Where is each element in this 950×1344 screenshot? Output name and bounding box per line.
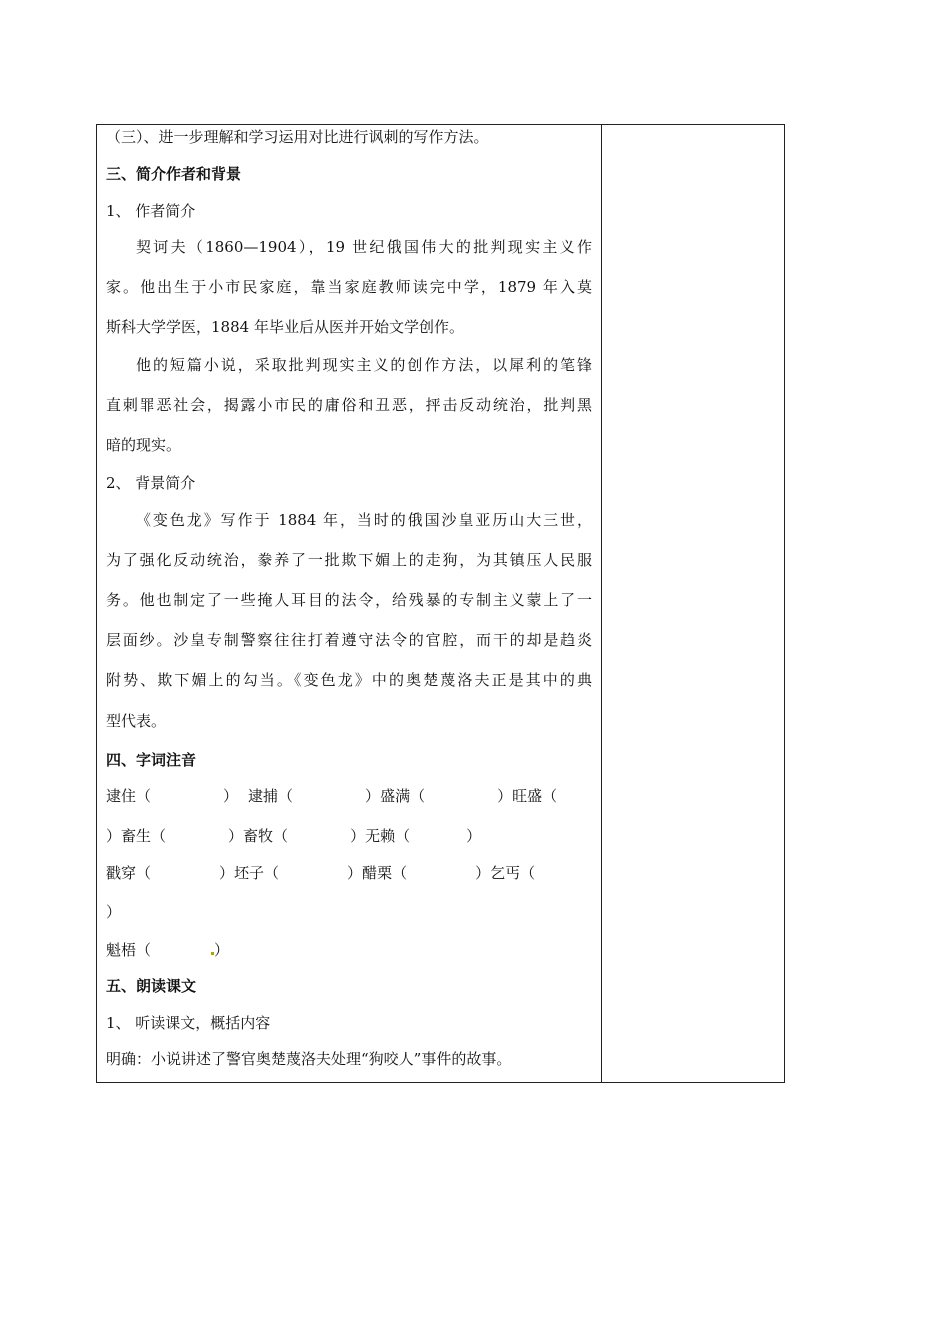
background-para-line: 务。他也制定了一些掩人耳目的法令，给残暴的专制主义蒙上了一	[106, 591, 592, 609]
section-3-title: 三、简介作者和背景	[106, 165, 242, 183]
section-5-title: 五、朗读课文	[106, 977, 197, 995]
word-item: 戳穿（	[106, 864, 152, 882]
background-para-line: 《变色龙》写作于 1884 年，当时的俄国沙皇亚历山大三世，	[136, 511, 592, 529]
word-item: 逮捕（	[248, 787, 294, 805]
background-para-line: 附势、欺下媚上的勾当。《变色龙》中的奥楚蔑洛夫正是其中的典	[106, 671, 592, 689]
author-para2-line: 暗的现实。	[106, 436, 182, 454]
word-item: 畜牧（	[243, 827, 289, 845]
column-divider	[601, 124, 602, 1083]
word-item: 坯子（	[234, 864, 280, 882]
content-cell	[96, 124, 601, 1083]
answer-line: 明确：小说讲述了警官奥楚蔑洛夫处理“狗咬人”事件的故事。	[106, 1050, 512, 1068]
pinyin-row: 戳穿（ ）坯子（ ）醋栗（ ）乞丐（	[106, 864, 536, 882]
pinyin-row: 魁梧（ ）	[106, 941, 230, 959]
word-item: 逮住（	[106, 787, 152, 805]
background-heading: 2、 背景简介	[106, 474, 196, 492]
word-item: 旺盛（	[512, 787, 558, 805]
word-item: 畜生（	[121, 827, 167, 845]
word-item: 无赖（	[365, 827, 411, 845]
author-para2-line: 直刺罪恶社会，揭露小市民的庸俗和丑恶，抨击反动统治，批判黑	[106, 396, 592, 414]
author-para-line: 家。他出生于小市民家庭，靠当家庭教师读完中学，1879 年入莫	[106, 278, 592, 296]
pinyin-row: 逮住（ ） 逮捕（ ）盛满（ ）旺盛（	[106, 787, 558, 805]
reading-item-1: 1、 听读课文，概括内容	[106, 1014, 271, 1032]
word-item: 乞丐（	[490, 864, 536, 882]
author-para-line: 斯科大学学医，1884 年毕业后从医并开始文学创作。	[106, 318, 464, 336]
word-item: 盛满（	[380, 787, 426, 805]
section-4-title: 四、字词注音	[106, 751, 197, 769]
pinyin-row: ）畜生（ ）畜牧（ ）无赖（ ）	[106, 827, 482, 845]
background-para-line: 层面纱。沙皇专制警察往往打着遵守法令的官腔，而干的却是趋炎	[106, 631, 592, 649]
author-heading: 1、 作者简介	[106, 202, 196, 220]
objective-3: （三）、进一步理解和学习运用对比进行讽刺的写作方法。	[106, 128, 489, 146]
pinyin-row: ）	[106, 903, 122, 921]
background-para-line: 型代表。	[106, 712, 167, 730]
word-item: 醋栗（	[362, 864, 408, 882]
word-item: 魁梧（	[106, 941, 152, 959]
author-para-line: 契诃夫（1860—1904），19 世纪俄国伟大的批判现实主义作	[136, 238, 592, 256]
background-para-line: 为了强化反动统治，豢养了一批欺下媚上的走狗，为其镇压人民服	[106, 551, 592, 569]
author-para2-line: 他的短篇小说，采取批判现实主义的创作方法，以犀利的笔锋	[136, 356, 592, 374]
